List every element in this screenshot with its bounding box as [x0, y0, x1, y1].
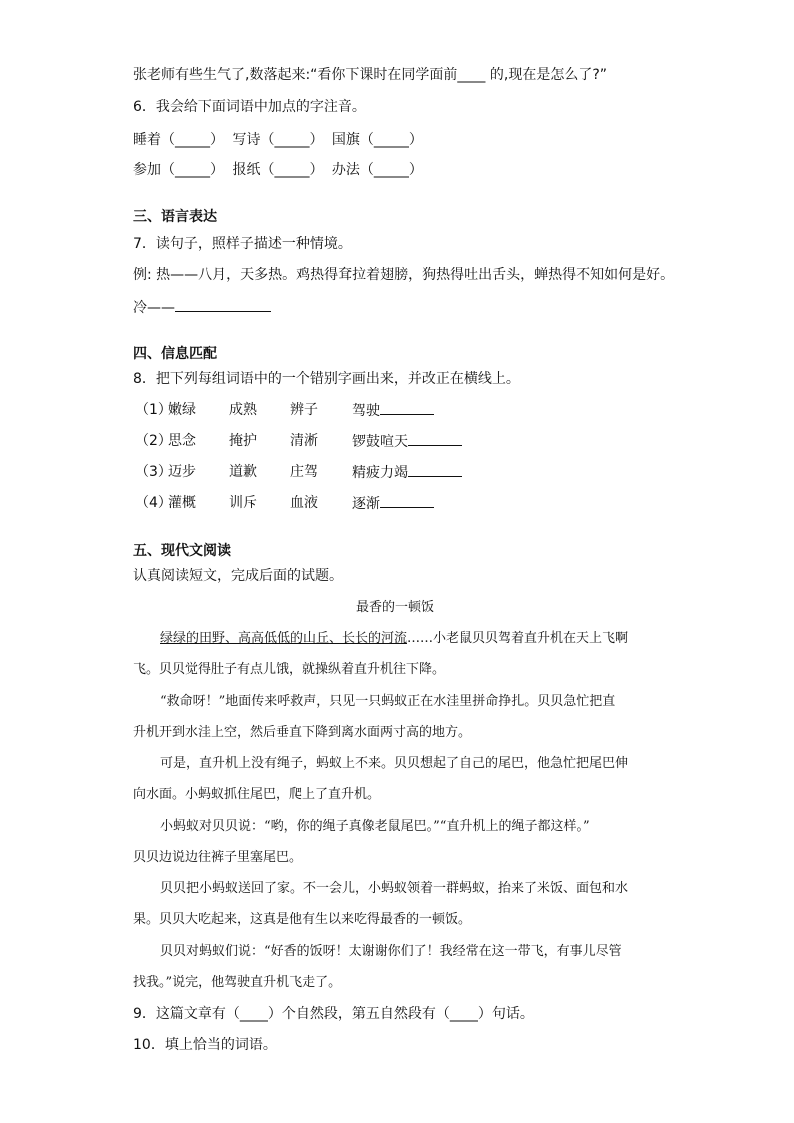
q6-item: 办法（_____）: [331, 162, 423, 178]
reading-instruction: 认真阅读短文，完成后面的试题。: [133, 568, 343, 584]
q7-example: 例: 热——八月，天多热。鸡热得耷拉着翅膀，狗热得吐出舌头，蝉热得不知如何是好。: [133, 267, 675, 283]
story-line: 飞。贝贝觉得肚子有点儿饿，就操纵着直升机往下降。: [133, 662, 446, 677]
story-line: 小蚂蚁对贝贝说：“哟，你的绳子真像老鼠尾巴。”“直升机上的绳子都这样。”: [160, 819, 590, 834]
story-line: 升机开到水洼上空，然后垂直下降到离水面两寸高的地方。: [133, 725, 472, 740]
section-5-heading: 五、现代文阅读: [133, 543, 231, 559]
story-line: 绿绿的田野、高高低低的山丘、长长的河流……小老鼠贝贝驾着直升机在天上飞啊: [160, 631, 629, 646]
word: 思念: [168, 433, 196, 449]
word: 驾驶: [352, 403, 380, 419]
story-line: 果。贝贝大吃起来，这真是他有生以来吃得最香的一顿饭。: [133, 912, 472, 927]
story-title: 最香的一顿饭: [356, 600, 435, 615]
word: 辨子: [290, 402, 318, 418]
story-line: “救命呀！”地面传来呼救声，只见一只蚂蚁正在水洼里拼命挣扎。贝贝急忙把直: [160, 694, 616, 709]
question-6: 6．我会给下面词语中加点的字注音。: [133, 99, 366, 115]
story-line: 贝贝边说边往裤子里塞尾巴。: [133, 850, 303, 865]
q6-item: 国旗（_____）: [331, 132, 423, 148]
word: 成熟: [229, 402, 257, 418]
question-7: 7．读句子，照样子描述一种情境。: [133, 236, 352, 252]
story-line: 可是，直升机上没有绳子，蚂蚁上不来。贝贝想起了自己的尾巴，他急忙把尾巴伸: [160, 756, 629, 771]
row-number: （2）: [135, 433, 172, 449]
word: 训斥: [229, 495, 257, 511]
row-number: （4）: [135, 495, 172, 511]
word: 精疲力竭: [352, 465, 408, 481]
section-3-heading: 三、语言表达: [133, 209, 217, 225]
q6-item: 写诗（_____）: [232, 132, 324, 148]
row-number: （3）: [135, 464, 172, 480]
word: 嫩绿: [168, 402, 196, 418]
word: 掩护: [229, 433, 257, 449]
answer-prefix: 冷——: [133, 300, 175, 316]
word: 清淅: [290, 433, 318, 449]
word: 迈步: [168, 464, 196, 480]
intro-line: 张老师有些生气了,数落起来:“看你下课时在同学面前____ 的,现在是怎么了?”: [133, 67, 608, 83]
word: 道歉: [229, 464, 257, 480]
word: 锣鼓喧天: [352, 434, 408, 450]
section-4-heading: 四、信息匹配: [133, 346, 217, 362]
story-line: 找我。”说完，他驾驶直升机飞走了。: [133, 975, 342, 990]
question-8: 8．把下列每组词语中的一个错别字画出来，并改正在横线上。: [133, 371, 520, 387]
word: 血液: [290, 495, 318, 511]
word: 灌概: [168, 495, 196, 511]
story-line: 贝贝把小蚂蚁送回了家。不一会儿，小蚂蚁领着一群蚂蚁，抬来了米饭、面包和水: [160, 881, 629, 896]
word: 逐渐: [352, 496, 380, 512]
story-line: 向水面。小蚂蚁抓住尾巴，爬上了直升机。: [133, 787, 381, 802]
q6-item: 睡着（_____）: [133, 132, 224, 148]
word: 庄驾: [290, 464, 318, 480]
q6-item: 报纸（_____）: [232, 162, 324, 178]
row-number: （1）: [135, 402, 172, 418]
q6-item: 参加（_____）: [133, 162, 224, 178]
question-9: 9．这篇文章有（____）个自然段，第五自然段有（____）句话。: [133, 1006, 534, 1022]
question-10: 10．填上恰当的词语。: [133, 1037, 277, 1053]
story-line: 贝贝对蚂蚁们说：“好香的饭呀！太谢谢你们了！我经常在这一带飞，有事儿尽管: [160, 944, 622, 959]
